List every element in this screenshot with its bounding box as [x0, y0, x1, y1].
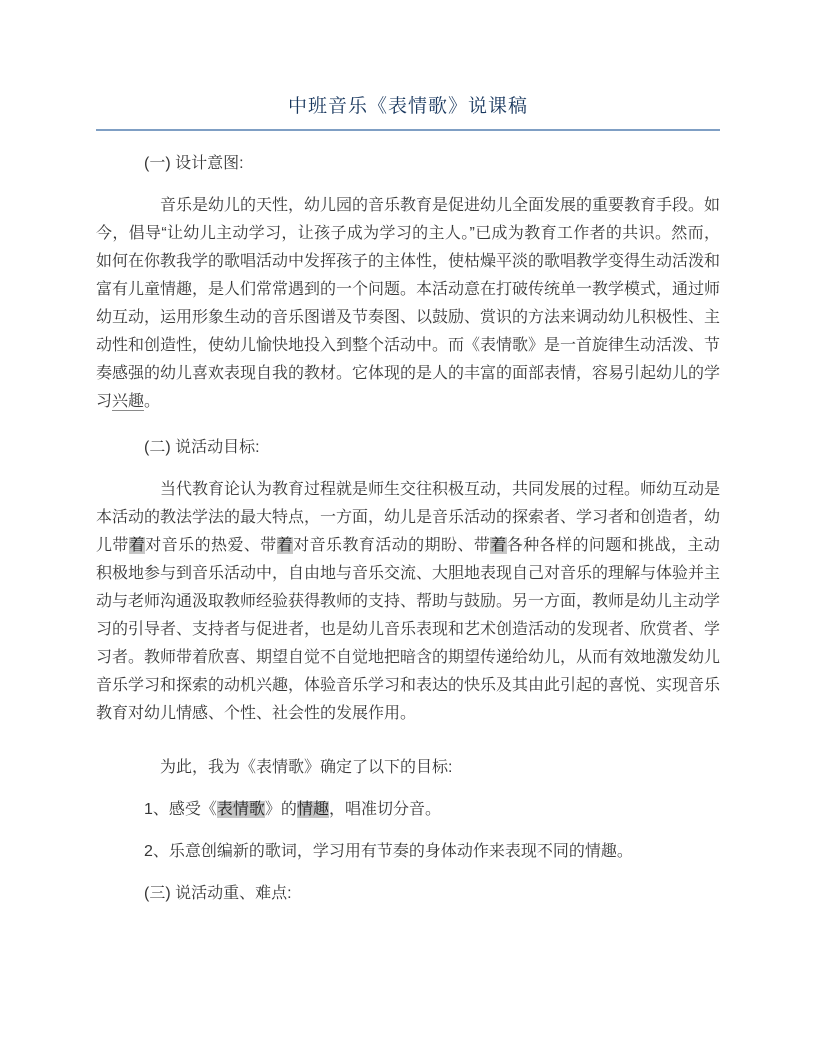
list-item-goal-1	[96, 796, 720, 824]
text-run: (一) 设计意图:	[144, 155, 244, 172]
paragraph-design-intent	[96, 192, 720, 416]
highlighted-text: 着	[490, 537, 507, 554]
text-run: ，唱准切分音。	[328, 801, 441, 818]
text-run: 。	[144, 393, 161, 410]
title-divider	[96, 129, 720, 131]
text-run: 当代教育论认为教育过程就是师生交往积极互动，共同发展的过程。师幼互动是本活动的教法学法的最大特点，一方面，幼儿是音乐活动的探索者、学习者和创造者，幼儿带	[96, 481, 721, 554]
section-heading-3	[96, 880, 720, 908]
text-run: 2、乐意创编新的歌词，学习用有节奏的身体动作来表现不同的情趣。	[144, 843, 633, 860]
underlined-text: 兴趣	[112, 393, 145, 410]
highlighted-text: 表情歌	[216, 801, 265, 818]
paragraph-activity-goals	[96, 476, 720, 728]
text-run: 各种各样的问题和挑战，主动积极地参与到音乐活动中，自由地与音乐交流、大胆地表现自己对音乐的理解与体验并主动与老师沟通汲取教师经验获得教师的支持、帮助与鼓励。另一方面，教师是幼儿主动学习的引导者、支持者与促进者，也是幼儿音乐表现和艺术创造活动的发现者、欣赏者、学习者。教师带着欣喜、期望自觉不自觉地把暗含的期望传递给幼儿，从而有效地激发幼儿音乐学习和探索的动机兴趣，体验音乐学习和表达的快乐及其由此引起的喜悦、实现音乐教育对幼儿情感、个性、社会性的发展作用。	[96, 537, 721, 722]
highlighted-text: 着	[128, 537, 146, 554]
paragraph-goals-intro	[96, 754, 720, 782]
highlighted-text: 着	[276, 537, 294, 554]
section-heading-2	[96, 434, 720, 462]
highlighted-text: 情趣	[296, 801, 329, 818]
document-body	[96, 150, 720, 908]
text-run: (二) 说活动目标:	[144, 439, 260, 456]
page-title: 中班音乐《表情歌》说课稿	[287, 96, 528, 117]
text-run: 》的	[264, 801, 297, 818]
text-run: (三) 说活动重、难点:	[144, 885, 292, 902]
text-run: 对音乐教育活动的期盼、带	[293, 537, 491, 554]
text-run: 音乐是幼儿的天性，幼儿园的音乐教育是促进幼儿全面发展的重要教育手段。如今，倡导“让幼儿主动学习，让孩子成为学习的主人。”已成为教育工作者的共识。然而，如何在你教我学的歌唱活动中发挥孩子的主体性，使枯燥平淡的歌唱教学变得生动活泼和富有儿童情趣，是人们常常遇到的一个问题。本活动意在打破传统单一教学模式，通过师幼互动，运用形象生动的音乐图谱及节奏图、以鼓励、赏识的方法来调动幼儿积极性、主动性和创造性，使幼儿愉快地投入到整个活动中。而《表情歌》是一首旋律生动活泼、节奏感强的幼儿喜欢表现自我的教材。它体现的是人的丰富的面部表情，容易引起幼儿的学习	[96, 197, 721, 410]
text-run: 1、感受《	[144, 801, 217, 818]
list-item-goal-2	[96, 838, 720, 866]
section-heading-1	[96, 150, 720, 178]
text-run: 为此，我为《表情歌》确定了以下的目标:	[160, 759, 453, 776]
text-run: 对音乐的热爱、带	[145, 537, 277, 554]
